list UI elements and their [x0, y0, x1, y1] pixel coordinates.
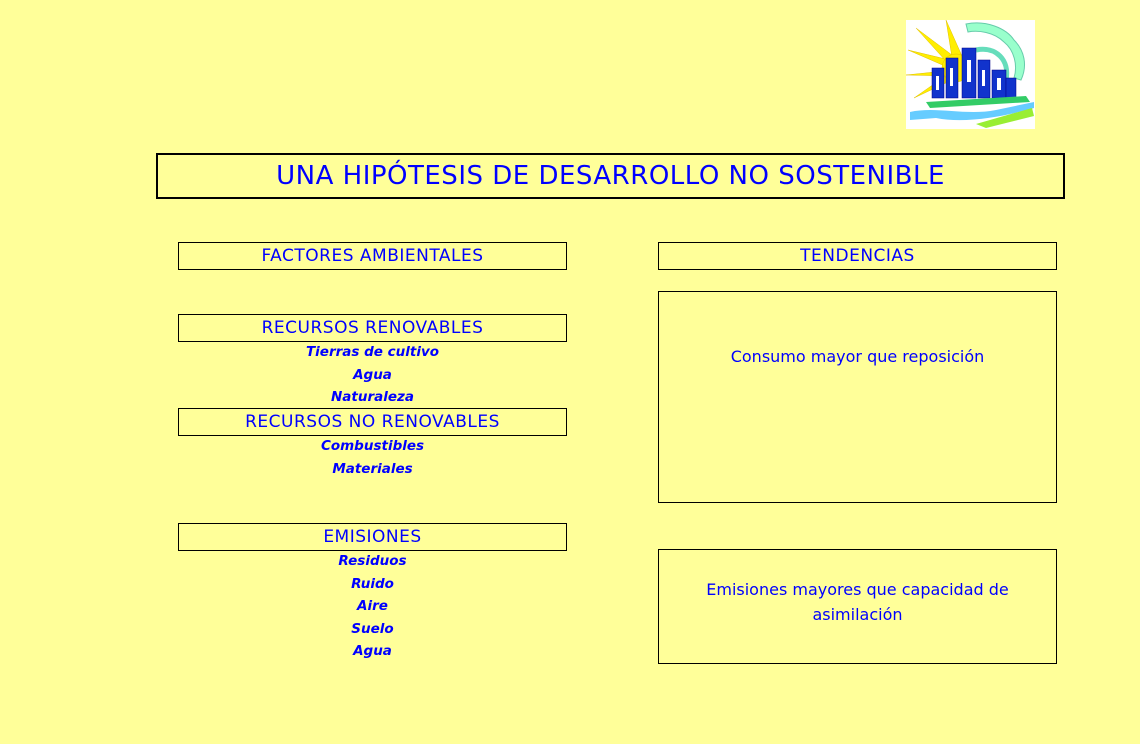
tendencias-header: TENDENCIAS: [658, 242, 1057, 270]
trend-consumo-box: [658, 291, 1057, 503]
page-title: UNA HIPÓTESIS DE DESARROLLO NO SOSTENIBLE: [156, 153, 1065, 199]
list-item: Tierras de cultivo: [305, 344, 440, 360]
trend-emisiones-text-line1: Emisiones mayores que capacidad de: [706, 580, 1009, 599]
emisiones-list: [178, 550, 567, 663]
emisiones-header: EMISIONES: [178, 523, 567, 551]
recursos-renovables-header: RECURSOS RENOVABLES: [178, 314, 567, 342]
factores-ambientales-header: FACTORES AMBIENTALES: [178, 242, 567, 270]
logo: [906, 20, 1035, 129]
list-item: Aire: [357, 598, 388, 614]
trend-emisiones-box: [658, 549, 1057, 664]
list-item: Suelo: [351, 620, 394, 637]
recursos-no-renovables-list: [178, 435, 567, 480]
recursos-no-renovables-header: RECURSOS NO RENOVABLES: [178, 408, 567, 436]
recursos-renovables-list: [178, 341, 567, 409]
trend-emisiones-text-line2: asimilación: [812, 605, 903, 624]
list-item: Ruido: [351, 575, 394, 592]
list-item: Naturaleza: [331, 389, 414, 405]
list-item: Materiales: [332, 460, 413, 477]
trend-consumo-text: Consumo mayor que reposición: [730, 347, 985, 366]
list-item: Combustibles: [320, 438, 425, 454]
city-sun-logo-icon: [906, 20, 1035, 129]
list-item: Agua: [353, 643, 392, 659]
list-item: Residuos: [338, 553, 407, 569]
list-item: Agua: [353, 366, 392, 383]
